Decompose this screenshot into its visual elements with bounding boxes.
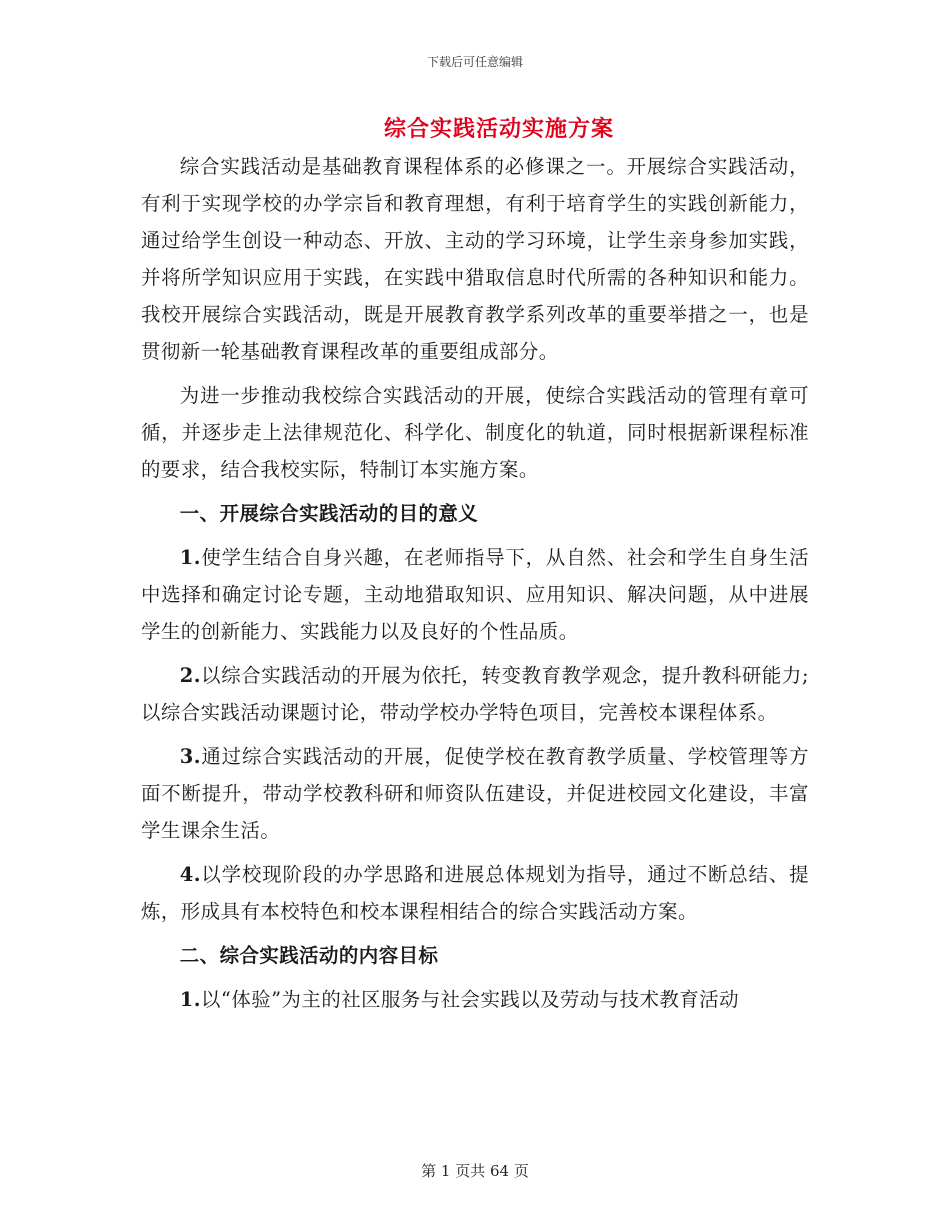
document-body (141, 148, 809, 1025)
item-number: 4. (179, 863, 202, 886)
document-title: 综合实践活动实施方案 (383, 116, 614, 142)
item-number: 1. (179, 988, 202, 1011)
section-2-heading: 二、综合实践活动的内容目标 (179, 944, 439, 967)
section-1-item-3 (141, 738, 809, 849)
section-1-item-2 (141, 657, 809, 731)
item-text: 以综合实践活动的开展为依托，转变教育教学观念，提升教科研能力;以综合实践活动课题讨论，带动学校办学特色项目，完善校本课程体系。 (141, 664, 809, 724)
intro-paragraph-1: 综合实践活动是基础教育课程体系的必修课之一。开展综合实践活动，有利于实现学校的办学宗旨和教育理想，有利于培育学生的实践创新能力，通过给学生创设一种动态、开放、主动的学习环境，让学生亲身参加实践，并将所学知识应用于实践，在实践中猎取信息时代所需的各种知识和能力。我校开展综合实践活动，既是开展教育教学系列改革的重要举措之一，也是贯彻新一轮基础教育课程改革的重要组成部分。 (141, 155, 809, 363)
header-note: 下载后可任意编辑 (426, 55, 523, 69)
item-number: 1. (179, 546, 202, 569)
item-text: 使学生结合自身兴趣，在老师指导下，从自然、社会和学生自身生活中选择和确定讨论专题，主动地猎取知识、应用知识、解决问题，从中进展学生的创新能力、实践能力以及良好的个性品质。 (141, 546, 809, 643)
section-1-heading: 一、开展综合实践活动的目的意义 (179, 502, 479, 525)
item-text: 以学校现阶段的办学思路和进展总体规划为指导，通过不断总结、提炼，形成具有本校特色和校本课程相结合的综合实践活动方案。 (141, 863, 809, 923)
item-number: 2. (179, 664, 202, 687)
section-2-item-1 (141, 981, 809, 1018)
section-1-item-4 (141, 856, 809, 930)
page-footer: 第 1 页共 64 页 (421, 1162, 529, 1180)
item-number: 3. (179, 745, 202, 768)
item-text: 以“体验”为主的社区服务与社会实践以及劳动与技术教育活动 (201, 988, 740, 1011)
intro-paragraph-2: 为进一步推动我校综合实践活动的开展，使综合实践活动的管理有章可循，并逐步走上法律规范化、科学化、制度化的轨道，同时根据新课程标准的要求，结合我校实际，特制订本实施方案。 (141, 384, 809, 481)
item-text: 通过综合实践活动的开展，促使学校在教育教学质量、学校管理等方面不断提升，带动学校教科研和师资队伍建设，并促进校园文化建设，丰富学生课余生活。 (141, 745, 809, 842)
section-1-item-1 (141, 539, 809, 650)
